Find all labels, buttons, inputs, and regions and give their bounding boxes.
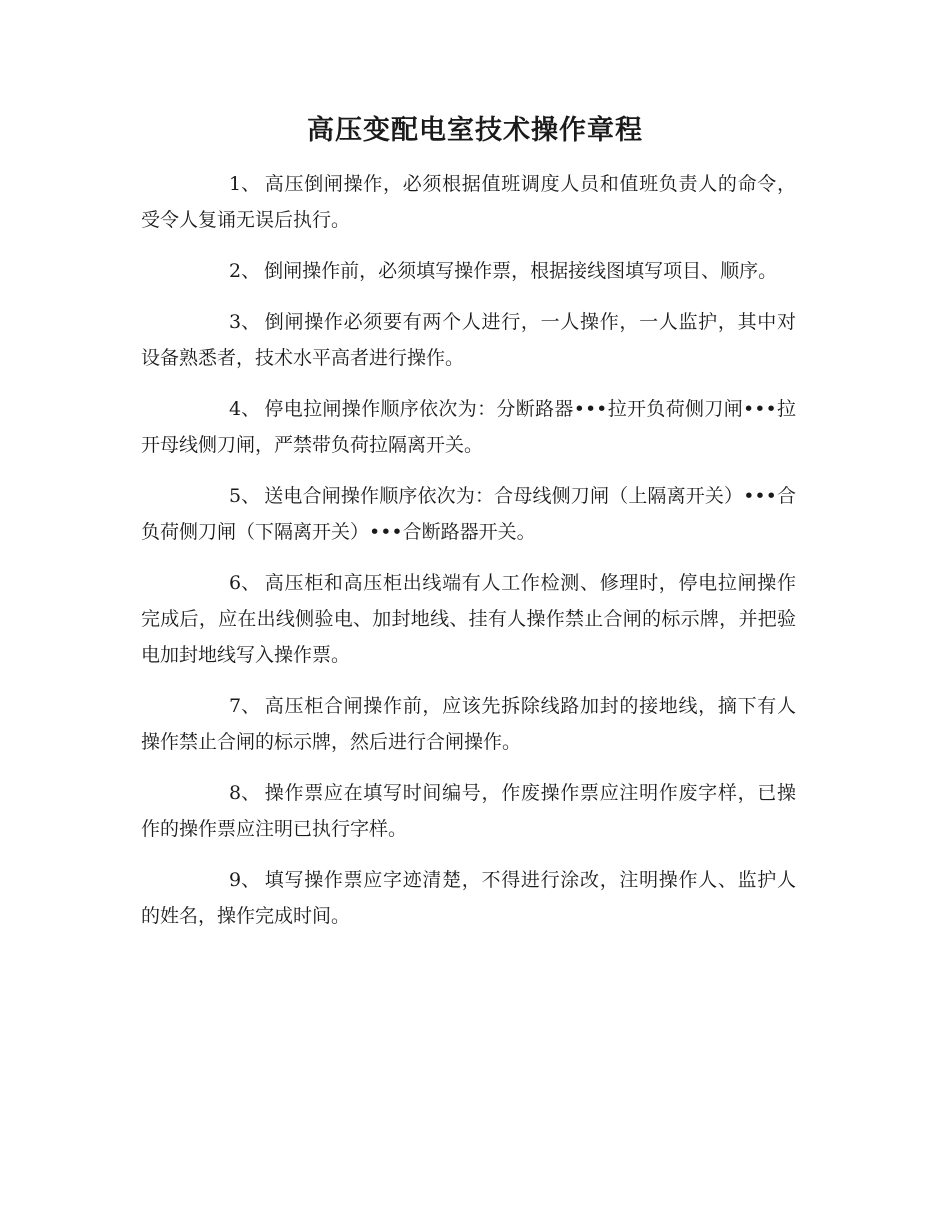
item-text: 高压柜和高压柜出线端有人工作检测、修理时，停电拉闸操作完成后，应在出线侧验电、加封地线、挂有人操作禁止合闸的标示牌，并把验电加封地线写入操作票。 xyxy=(141,572,796,666)
regulation-item-3 xyxy=(141,304,796,376)
item-number: 8、 xyxy=(229,782,261,804)
item-number: 2、 xyxy=(229,260,261,282)
item-text: 停电拉闸操作顺序依次为：分断路器•••拉开负荷侧刀闸•••拉开母线侧刀闸，严禁带负荷拉隔离开关。 xyxy=(141,398,796,456)
regulation-item-2 xyxy=(141,253,796,289)
regulation-item-8 xyxy=(141,775,796,847)
document-body xyxy=(141,166,796,949)
regulation-item-4 xyxy=(141,391,796,463)
regulation-item-5 xyxy=(141,478,796,550)
item-text: 填写操作票应字迹清楚，不得进行涂改，注明操作人、监护人的姓名，操作完成时间。 xyxy=(141,869,796,927)
item-text: 高压柜合闸操作前，应该先拆除线路加封的接地线，摘下有人操作禁止合闸的标示牌，然后进行合闸操作。 xyxy=(141,695,796,753)
item-text: 高压倒闸操作，必须根据值班调度人员和值班负责人的命令，受令人复诵无误后执行。 xyxy=(141,173,796,231)
item-text: 操作票应在填写时间编号，作废操作票应注明作废字样，已操作的操作票应注明已执行字样。 xyxy=(141,782,796,840)
item-number: 7、 xyxy=(229,695,261,717)
item-number: 5、 xyxy=(229,485,261,507)
regulation-item-9 xyxy=(141,862,796,934)
item-text: 送电合闸操作顺序依次为：合母线侧刀闸（上隔离开关）•••合负荷侧刀闸（下隔离开关）•••合断路器开关。 xyxy=(141,485,796,543)
item-number: 6、 xyxy=(229,572,261,594)
item-number: 3、 xyxy=(229,311,261,333)
document-title: 高压变配电室技术操作章程 xyxy=(307,115,643,146)
item-text: 倒闸操作前，必须填写操作票，根据接线图填写项目、顺序。 xyxy=(264,260,778,282)
regulation-item-7 xyxy=(141,688,796,760)
item-number: 9、 xyxy=(229,869,261,891)
item-number: 1、 xyxy=(229,173,261,195)
item-text: 倒闸操作必须要有两个人进行，一人操作，一人监护，其中对设备熟悉者，技术水平高者进行操作。 xyxy=(141,311,796,369)
regulation-item-6 xyxy=(141,565,796,673)
regulation-item-1 xyxy=(141,166,796,238)
item-number: 4、 xyxy=(229,398,261,420)
